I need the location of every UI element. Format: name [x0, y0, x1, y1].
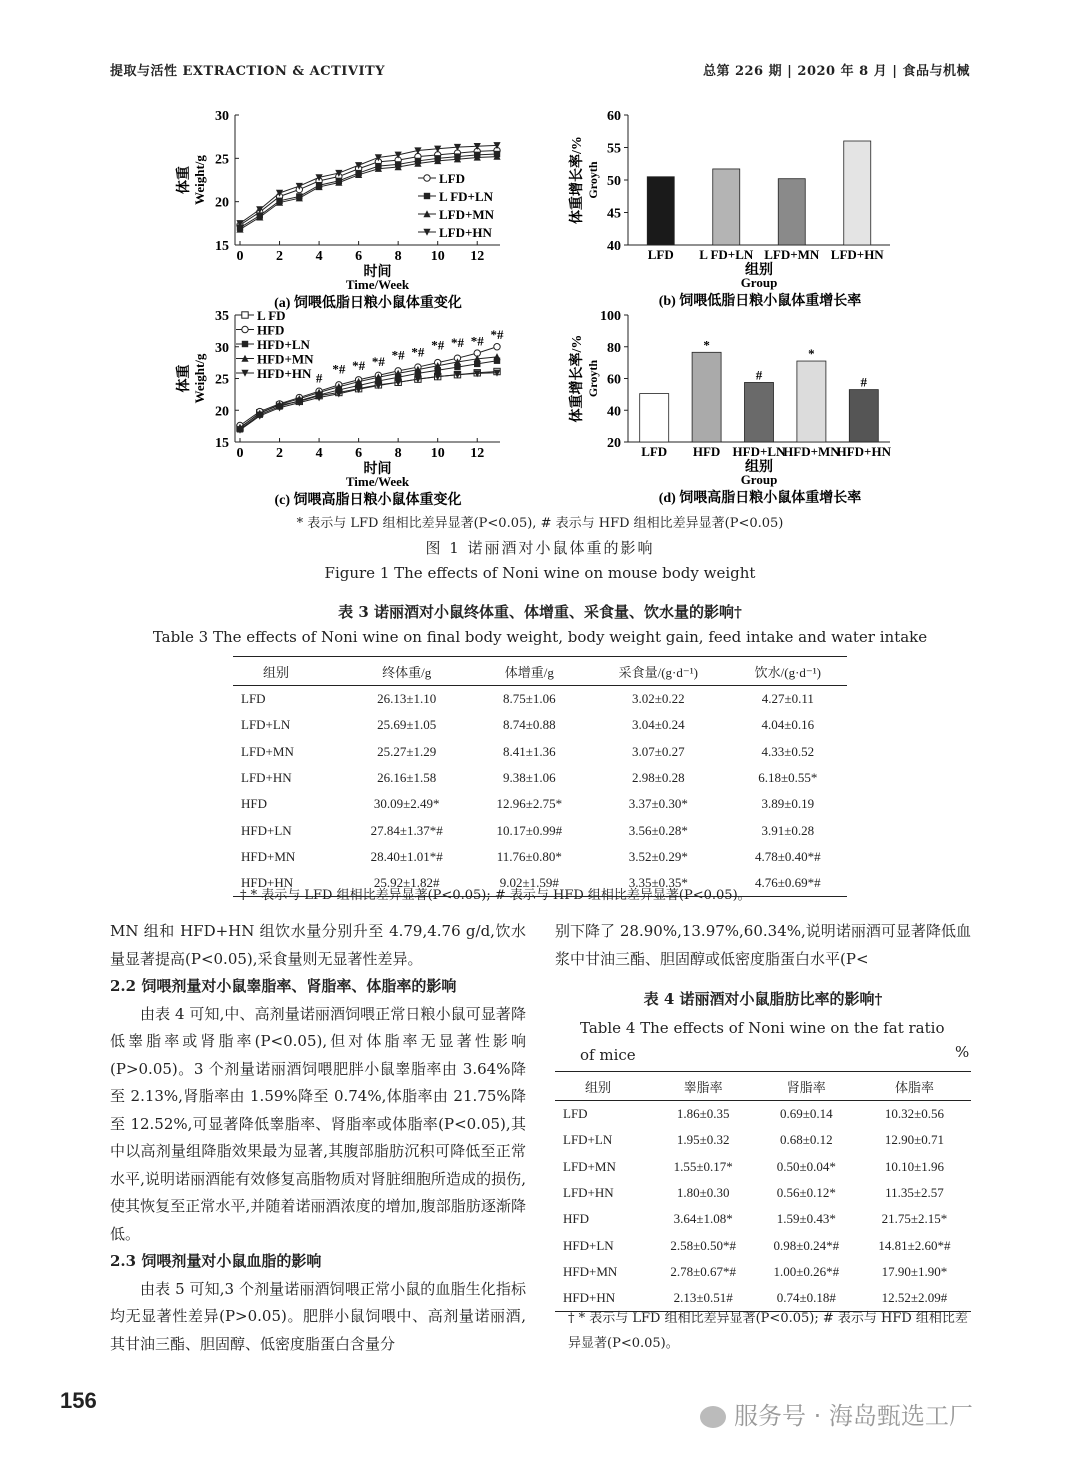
x-tick-label: LFD	[641, 444, 668, 459]
legend-marker	[242, 326, 248, 332]
table-cell: 0.69±0.14	[779, 1106, 833, 1122]
table-4	[555, 1071, 971, 1312]
y-axis-label-en: Groyth	[586, 161, 600, 199]
data-point	[493, 353, 500, 360]
y-tick-label: 30	[215, 340, 229, 356]
table-cell: 1.00±0.26*#	[773, 1263, 840, 1279]
table-cell: 10.10±1.96	[884, 1158, 945, 1174]
right-column-text	[555, 918, 971, 973]
wechat-icon	[700, 1406, 726, 1428]
table-cell: 0.56±0.12*	[776, 1185, 836, 1201]
table-cell: 25.92±1.82#	[343, 870, 471, 897]
legend-label: HFD	[257, 322, 285, 338]
table-row	[233, 791, 847, 817]
right-paragraph-1: 别下降了 28.90%,13.97%,60.34%,说明诺丽酒可显著降低血浆中甘油三酯、胆固醇或低密度脂蛋白水平(P<	[555, 922, 971, 968]
x-axis-label: 组别	[745, 263, 773, 278]
y-tick-label: 40	[607, 239, 621, 254]
table-row	[555, 1259, 971, 1285]
table-cell: 3.04±0.24	[631, 717, 685, 733]
table-cell: 0.68±0.12	[779, 1132, 833, 1148]
table-cell: 4.76±0.69*#	[729, 870, 847, 897]
y-axis-label: 体重	[177, 364, 192, 393]
significance-label: *#	[352, 358, 366, 374]
x-tick-label: 6	[355, 249, 363, 264]
x-axis-label: 时间	[363, 265, 392, 280]
x-tick-label: 4	[315, 446, 323, 461]
significance-label: #	[755, 367, 763, 383]
table-cell: 2.13±0.51#	[652, 1285, 755, 1312]
y-axis-label: 体重增长率/%	[570, 136, 585, 224]
table-cell: 2.78±0.67*#	[670, 1263, 736, 1279]
significance-label: *#	[431, 337, 445, 353]
table-row	[233, 712, 847, 738]
x-axis-label-en: Time/Week	[345, 474, 410, 489]
table-cell: 8.75±1.06	[503, 691, 556, 707]
data-point	[494, 344, 500, 350]
legend-label: HFD+LN	[257, 337, 310, 352]
table-row	[555, 1127, 971, 1153]
x-tick-label: 0	[236, 446, 244, 461]
figure-caption-cn: 图 1 诺丽酒对小鼠体重的影响	[425, 539, 655, 557]
table-cell: 4.78±0.40*#	[755, 848, 821, 864]
x-axis-label: 时间	[363, 462, 392, 477]
legend-marker	[242, 341, 248, 347]
x-tick-label: 8	[394, 446, 402, 461]
x-tick-label: L FD+LN	[699, 247, 754, 262]
table-cell: 3.37±0.30*	[628, 796, 688, 812]
bar	[849, 390, 878, 442]
x-tick-label: HFD+LN	[732, 444, 786, 459]
section-2-2-heading: 2.2 饲喂剂量对小鼠睾脂率、肾脂率、体脂率的影响	[110, 977, 457, 995]
table-header-cell: 组别	[555, 1072, 652, 1101]
table-cell: 8.74±0.88	[503, 717, 556, 733]
x-axis-label-en: Time/Week	[345, 277, 410, 292]
table-header-cell: 体增重/g	[471, 657, 588, 686]
table-row	[555, 1232, 971, 1258]
table-cell: HFD	[563, 1211, 590, 1227]
y-tick-label: 15	[215, 436, 229, 451]
table-row	[233, 765, 847, 791]
significance-label: #	[860, 374, 868, 390]
chart-title: (a) 饲喂低脂日粮小鼠体重变化	[274, 296, 462, 311]
table-header-cell: 终体重/g	[343, 657, 471, 686]
x-tick-label: LFD+HN	[830, 247, 884, 262]
y-axis-label-en: Weight/g	[192, 155, 207, 205]
table-cell: 25.27±1.29	[377, 743, 437, 759]
legend-marker	[242, 312, 248, 318]
bar	[692, 352, 721, 442]
bar	[647, 177, 674, 245]
x-axis-label: 组别	[745, 460, 773, 475]
table-cell: 6.18±0.55*	[758, 770, 818, 786]
significance-label: *#	[470, 333, 484, 349]
y-tick-label: 25	[215, 152, 229, 168]
table-cell: 4.27±0.11	[761, 691, 814, 707]
table-row	[555, 1206, 971, 1232]
y-tick-label: 60	[607, 372, 621, 388]
paragraph-1: MN 组和 HFD+HN 组饮水量分别升至 4.79,4.76 g/d,饮水量显著提高(P<0.05),采食量则无显著性差异。	[110, 922, 526, 968]
legend-label: L FD+LN	[439, 189, 493, 204]
significance-label: *	[808, 346, 815, 362]
table-cell: 17.90±1.90*	[881, 1263, 948, 1279]
table-cell: 2.58±0.50*#	[670, 1237, 736, 1253]
bar	[713, 169, 740, 245]
significance-label: *#	[411, 344, 425, 360]
table-cell: HFD+MN	[563, 1263, 618, 1279]
left-column	[110, 918, 526, 1358]
bar	[640, 394, 669, 442]
table-cell: 2.98±0.28	[631, 770, 685, 786]
x-tick-label: HFD	[692, 444, 721, 459]
watermark-text: 服务号 · 海岛甄选工厂	[700, 1396, 973, 1431]
table-cell: 10.32±0.56	[884, 1106, 945, 1122]
table-cell: 3.52±0.29*	[628, 848, 688, 864]
figure-caption-en: Figure 1 The effects of Noni wine on mouse body weight	[324, 564, 756, 582]
table-cell: 1.80±0.30	[676, 1185, 730, 1201]
table-cell: 28.40±1.01*#	[370, 848, 443, 864]
x-tick-label: 10	[430, 446, 445, 461]
table-cell: 11.76±0.80*	[496, 848, 562, 864]
legend-label: LFD	[439, 171, 465, 186]
y-tick-label: 80	[607, 340, 621, 356]
table-cell: 3.91±0.28	[761, 822, 815, 838]
table-cell: LFD+LN	[241, 717, 291, 733]
y-axis-label: 体重增长率/%	[570, 334, 585, 423]
chart-title: (d) 饲喂高脂日粮小鼠体重增长率	[658, 491, 862, 506]
table-cell: HFD+HN	[555, 1285, 652, 1312]
table-3	[233, 656, 847, 897]
table-cell: 1.55±0.17*	[673, 1158, 733, 1174]
table-cell: 0.98±0.24*#	[773, 1237, 840, 1253]
y-tick-label: 45	[607, 206, 621, 222]
table-cell: 3.02±0.22	[631, 691, 685, 707]
y-tick-label: 20	[215, 195, 229, 211]
table-cell: 9.02±1.59#	[471, 870, 588, 897]
table-cell: 3.56±0.28*	[628, 822, 688, 838]
table-header-cell: 采食量/(g·d⁻¹)	[588, 657, 729, 686]
table-cell: 4.33±0.52	[761, 743, 815, 759]
x-tick-label: 12	[470, 249, 485, 264]
table-cell: LFD+MN	[563, 1158, 616, 1174]
table-cell: 27.84±1.37*#	[370, 822, 443, 838]
table-cell: 12.90±0.71	[884, 1132, 945, 1148]
table4-unit: %	[955, 1043, 970, 1061]
x-tick-label: 2	[276, 446, 284, 461]
y-tick-label: 25	[215, 372, 229, 388]
table-cell: LFD	[241, 691, 266, 707]
table-row	[233, 739, 847, 765]
chart-title: (b) 饲喂低脂日粮小鼠体重增长率	[658, 294, 862, 309]
table4-caption-cn: 表 4 诺丽酒对小鼠脂肪比率的影响†	[643, 990, 883, 1008]
y-tick-label: 30	[215, 109, 229, 124]
y-tick-label: 20	[607, 436, 621, 451]
table-cell: HFD	[241, 796, 268, 812]
x-tick-label: 2	[276, 249, 284, 264]
table-cell: 26.13±1.10	[377, 691, 437, 707]
table-cell: 0.50±0.04*	[776, 1158, 836, 1174]
table-header-cell: 饮水/(g·d⁻¹)	[729, 657, 847, 686]
y-tick-label: 20	[215, 404, 229, 420]
table-cell: 10.17±0.99#	[496, 822, 563, 838]
table-cell: LFD+LN	[563, 1132, 613, 1148]
table-row	[555, 1180, 971, 1206]
table-header-cell: 组别	[233, 657, 343, 686]
bar	[778, 179, 805, 245]
x-tick-label: LFD	[647, 247, 674, 262]
x-tick-label: 10	[430, 249, 445, 264]
table-cell: 12.52±2.09#	[858, 1285, 971, 1312]
table-cell: HFD+LN	[563, 1237, 614, 1253]
bar	[745, 382, 774, 442]
table-cell: 3.07±0.27	[631, 743, 685, 759]
table4-footnote: † * 表示与 LFD 组相比差异显著(P<0.05); # 表示与 HFD 组相比差异显著(P<0.05)。	[568, 1311, 968, 1351]
table-row	[233, 686, 847, 713]
table-row	[555, 1101, 971, 1128]
table-cell: 30.09±2.49*	[373, 796, 440, 812]
section-2-3-heading: 2.3 饲喂剂量对小鼠血脂的影响	[110, 1252, 322, 1270]
table-cell: 3.35±0.35*	[588, 870, 729, 897]
x-tick-label: LFD+MN	[764, 247, 820, 262]
table-cell: 21.75±2.15*	[881, 1211, 948, 1227]
x-tick-label: 12	[470, 446, 485, 461]
y-axis-label-en: Groyth	[586, 359, 600, 398]
table3-caption-en: Table 3 The effects of Noni wine on final body weight, body weight gain, feed intake and water intake	[152, 628, 928, 646]
x-tick-label: HFD+MN	[783, 444, 840, 459]
significance-label: #	[315, 370, 323, 386]
bar	[797, 361, 826, 442]
table-header-cell: 睾脂率	[652, 1072, 755, 1101]
table-cell: HFD+MN	[241, 848, 296, 864]
y-tick-label: 60	[607, 109, 621, 124]
table-cell: HFD+LN	[241, 822, 292, 838]
table3-footnote: † * 表示与 LFD 组相比差异显著(P<0.05); # 表示与 HFD 组相比差异显著(P<0.05)。	[240, 888, 751, 903]
table-cell: LFD+HN	[563, 1185, 614, 1201]
table-cell: 1.95±0.32	[676, 1132, 730, 1148]
table-cell: 1.86±0.35	[676, 1106, 730, 1122]
significance-label: *#	[391, 347, 405, 363]
x-axis-label-en: Group	[740, 275, 778, 290]
x-axis-label-en: Group	[740, 472, 778, 487]
table-row	[555, 1154, 971, 1180]
table-cell: 9.38±1.06	[503, 770, 556, 786]
table-cell: 11.35±2.57	[885, 1185, 944, 1201]
table-header-cell: 体脂率	[858, 1072, 971, 1101]
table-cell: LFD	[563, 1106, 588, 1122]
table-cell: 4.04±0.16	[761, 717, 815, 733]
significance-label: *	[703, 337, 710, 353]
paragraph-3: 由表 5 可知,3 个剂量诺丽酒饲喂正常小鼠的血脂生化指标均无显著性差异(P>0.05)。肥胖小鼠饲喂中、高剂量诺丽酒,其甘油三酯、胆固醇、低密度脂蛋白含量分	[110, 1279, 526, 1353]
figure-note: * 表示与 LFD 组相比差异显著(P<0.05), # 表示与 HFD 组相比差异显著(P<0.05)	[296, 516, 784, 531]
paragraph-2: 由表 4 可知,中、高剂量诺丽酒饲喂正常日粮小鼠可显著降低睾脂率或肾脂率(P<0.05),但对体脂率无显著性影响(P>0.05)。3 个剂量诺丽酒饲喂肥胖小鼠睾脂率由 3.64%降至 2.13%,肾脂率由 1.59%降至 0.74%,体脂率由 21.75%降至 12.52%,可显著降低睾脂率、肾脂率或体脂率(P<0.05),其中以高剂量组降脂效果最为显著,其腹部脂肪沉积可降低至正常水平,说明诺丽酒能有效修复高脂物质对肾脏细胞所造成的损伤,使其恢复至正常水平,并随着诺丽酒浓度的增加,腹部脂肪逐渐降低。	[110, 1004, 526, 1243]
bar	[844, 141, 871, 245]
table-cell: 0.74±0.18#	[755, 1285, 858, 1312]
running-header-left: 提取与活性 EXTRACTION & ACTIVITY	[110, 64, 385, 79]
x-tick-label: HFD+HN	[836, 444, 891, 459]
legend-label: LFD+MN	[439, 207, 495, 222]
table-cell: 8.41±1.36	[503, 743, 556, 759]
table-cell: 3.89±0.19	[761, 796, 815, 812]
table-cell: LFD+HN	[241, 770, 292, 786]
table4-caption-en: Table 4 The effects of Noni wine on the fat ratio of mice	[580, 1019, 945, 1064]
legend-label: HFD+HN	[257, 366, 312, 381]
table-header-cell: 肾脂率	[755, 1072, 858, 1101]
x-tick-label: 0	[236, 249, 244, 264]
legend-label: HFD+MN	[257, 351, 314, 367]
y-tick-label: 55	[607, 141, 621, 157]
y-tick-label: 100	[600, 309, 621, 324]
y-tick-label: 35	[215, 309, 229, 324]
significance-label: *#	[332, 361, 346, 377]
table-cell: 25.69±1.05	[377, 717, 437, 733]
running-header-right: 总第 226 期 | 2020 年 8 月 | 食品与机械	[702, 64, 970, 79]
table3-caption-cn: 表 3 诺丽酒对小鼠终体重、体增重、采食量、饮水量的影响†	[338, 603, 742, 621]
table-row	[233, 844, 847, 870]
y-axis-label-en: Weight/g	[192, 353, 207, 404]
table-cell: 1.59±0.43*	[776, 1211, 836, 1227]
y-tick-label: 50	[607, 174, 621, 189]
table-cell: 12.96±2.75*	[496, 796, 563, 812]
legend-marker	[424, 175, 430, 181]
page-number: 156	[60, 1388, 97, 1413]
y-tick-label: 40	[607, 404, 621, 420]
significance-label: *#	[450, 334, 464, 350]
x-tick-label: 8	[394, 249, 402, 264]
table-cell: HFD+HN	[233, 870, 343, 897]
legend-marker	[424, 193, 430, 199]
table-cell: 14.81±2.60*#	[878, 1237, 951, 1253]
significance-label: *#	[371, 353, 385, 369]
significance-label: *#	[490, 327, 504, 343]
table-row	[233, 817, 847, 843]
table-cell: 3.64±1.08*	[673, 1211, 733, 1227]
table-cell: 26.16±1.58	[377, 770, 437, 786]
table-cell: LFD+MN	[241, 743, 294, 759]
chart-title: (c) 饲喂高脂日粮小鼠体重变化	[274, 493, 462, 508]
y-tick-label: 15	[215, 239, 229, 254]
legend-label: LFD+HN	[439, 225, 492, 240]
x-tick-label: 4	[315, 249, 323, 264]
x-tick-label: 6	[355, 446, 363, 461]
y-axis-label: 体重	[177, 166, 192, 194]
legend-label: L FD	[257, 308, 286, 323]
